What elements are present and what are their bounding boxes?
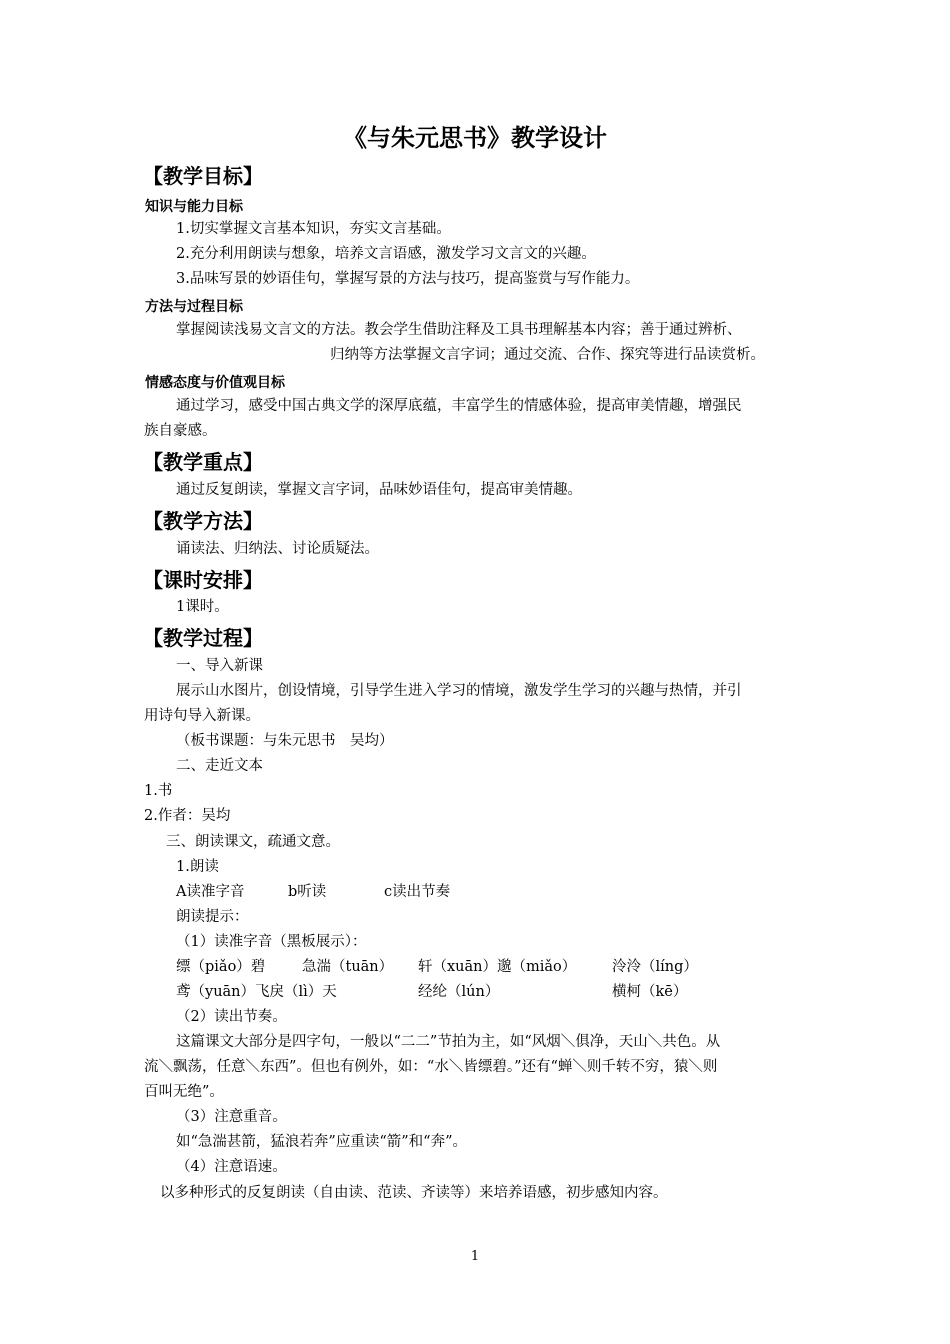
method-line-1: 掌握阅读浅易文言文的方法。教会学生借助注释及工具书理解基本内容；善于通过辨析、 xyxy=(176,322,742,338)
knowledge-item-1: 1.切实掌握文言基本知识，夯实文言基础。 xyxy=(176,221,451,237)
tip-1: （1）读准字音（黑板展示）： xyxy=(176,934,367,950)
methods-text: 诵读法、归纳法、讨论质疑法。 xyxy=(176,541,379,557)
pronunciation-2: 急湍（tuān） xyxy=(302,959,394,975)
section-3-title: 三、朗读课文，疏通文意。 xyxy=(166,834,340,850)
reading-option-b: b听读 xyxy=(288,884,327,900)
schedule-text: 1课时。 xyxy=(176,599,229,615)
section-1-line-2: 用诗句导入新课。 xyxy=(144,708,260,724)
heading-key-points: 【教学重点】 xyxy=(143,450,263,474)
document-title: 《与朱元思书》教学设计 xyxy=(343,124,607,152)
tip-3: （3）注意重音。 xyxy=(176,1109,287,1125)
section-2-title: 二、走近文本 xyxy=(176,758,263,774)
emotion-line-1: 通过学习，感受中国古典文学的深厚底蕴，丰富学生的情感体验，提高审美情趣，增强民 xyxy=(176,398,742,414)
method-line-2: 归纳等方法掌握文言字词；通过交流、合作、探究等进行品读赏析。 xyxy=(330,347,765,363)
subheading-emotion: 情感态度与价值观目标 xyxy=(145,375,285,391)
heading-process: 【教学过程】 xyxy=(143,626,263,650)
reading-option-a: A读准字音 xyxy=(176,884,245,900)
heading-methods: 【教学方法】 xyxy=(143,509,263,533)
tip-2: （2）读出节奏。 xyxy=(176,1009,287,1025)
pronunciation-1: 缥（piǎo）碧 xyxy=(176,959,266,975)
section-1-title: 一、导入新课 xyxy=(176,658,263,674)
pronunciation-4: 泠泠（líng） xyxy=(612,959,698,975)
knowledge-item-3: 3.品味写景的妙语佳句，掌握写景的方法与技巧，提高鉴赏与写作能力。 xyxy=(176,271,640,287)
emotion-line-2: 族自豪感。 xyxy=(144,423,217,439)
tip-2-line-3: 百叫无绝”。 xyxy=(144,1084,224,1100)
pronunciation-7: 横柯（kē） xyxy=(612,984,688,1000)
page-number: 1 xyxy=(470,1249,480,1264)
section-2-item-2: 2.作者：吴均 xyxy=(144,808,231,824)
tip-3-text: 如“急湍甚箭，猛浪若奔”应重读“箭”和“奔”。 xyxy=(176,1134,467,1150)
closing-text: 以多种形式的反复朗读（自由读、范读、齐读等）来培养语感，初步感知内容。 xyxy=(160,1185,668,1201)
reading-tips-label: 朗读提示： xyxy=(176,909,249,925)
section-1-line-1: 展示山水图片，创设情境，引导学生进入学习的情境，激发学生学习的兴趣与热情，并引 xyxy=(176,683,742,699)
heading-schedule: 【课时安排】 xyxy=(143,568,263,592)
section-2-item-1: 1.书 xyxy=(144,783,173,799)
reading-label: 1.朗读 xyxy=(176,859,219,875)
pronunciation-5: 鸢（yuān）飞戾（lì）天 xyxy=(176,984,337,1000)
knowledge-item-2: 2.充分利用朗读与想象，培养文言语感，激发学习文言文的兴趣。 xyxy=(176,246,596,262)
heading-objectives: 【教学目标】 xyxy=(143,164,263,188)
key-points-text: 通过反复朗读，掌握文言字词，品味妙语佳句，提高审美情趣。 xyxy=(176,482,582,498)
tip-2-line-2: 流＼飘荡，任意＼东西”。但也有例外，如：“水＼皆缥碧。”还有“蝉＼则千转不穷，猿＼则 xyxy=(144,1059,718,1075)
reading-option-c: c读出节奏 xyxy=(384,884,451,900)
section-1-board: （板书课题：与朱元思书 吴均） xyxy=(176,733,394,749)
subheading-method: 方法与过程目标 xyxy=(145,299,243,315)
pronunciation-3: 轩（xuān）邈（miǎo） xyxy=(418,959,577,975)
tip-2-line-1: 这篇课文大部分是四字句，一般以“二二”节拍为主，如“风烟＼俱净，天山＼共色。从 xyxy=(176,1034,721,1050)
tip-4: （4）注意语速。 xyxy=(176,1159,287,1175)
subheading-knowledge: 知识与能力目标 xyxy=(145,199,243,215)
pronunciation-6: 经纶（lún） xyxy=(418,984,500,1000)
